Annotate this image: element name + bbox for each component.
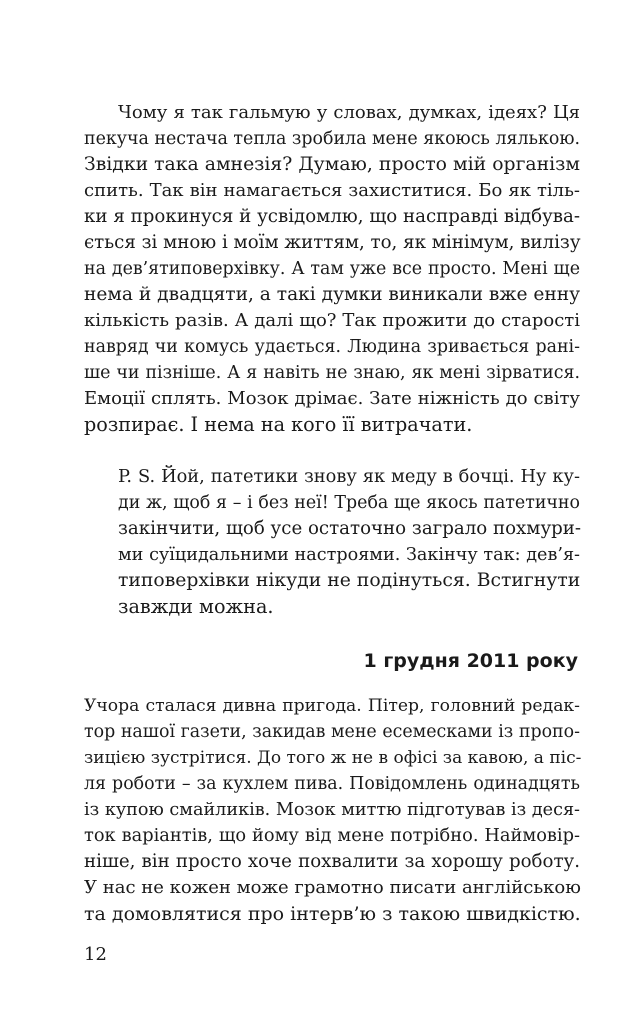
paragraph-line: кількість разів. А далі що? Так прожити до старості bbox=[84, 310, 580, 331]
paragraph-line: на дев’ятиповерхівку. А там уже все просто. Мені ще bbox=[84, 259, 580, 279]
paragraph-line: ніше, він просто хоче похвалити за хорошу роботу. bbox=[84, 851, 580, 872]
paragraph-line: навряд чи комусь удається. Людина зривається рані- bbox=[84, 337, 580, 357]
paragraph-line: спить. Так він намагається захиститися. Бо як тіль- bbox=[84, 180, 580, 201]
postscript-line: закінчити, щоб усе остаточно заграло похмури- bbox=[118, 518, 582, 539]
paragraph-line: та домовлятися про інтерв’ю з такою швидкістю. bbox=[84, 903, 581, 925]
postscript-line: ми суїцидальними настроями. Закінчу так: дев’я- bbox=[118, 545, 580, 565]
paragraph-line: зицією зустрітися. До того ж не в офісі за кавою, а піс- bbox=[84, 748, 582, 768]
paragraph-line: пекуча нестача тепла зробила мене якоюсь лялькою. bbox=[84, 129, 580, 149]
entry-date-heading: 1 грудня 2011 року bbox=[363, 650, 578, 672]
paragraph-line: Звідки така амнезія? Думаю, просто мій організм bbox=[84, 154, 580, 175]
postscript-line: завжди можна. bbox=[118, 595, 274, 618]
paragraph-line: Учора сталася дивна пригода. Пітер, головний редак- bbox=[84, 696, 580, 716]
paragraph-line: Чому я так гальмую у словах, думках, ідеях? Ця bbox=[118, 102, 580, 123]
paragraph-line: ля роботи – за кухлем пива. Повідомлень одинадцять bbox=[84, 774, 580, 794]
postscript-line: P. S. Йой, патетики знову як меду в бочці. Ну ку- bbox=[118, 466, 580, 487]
postscript-line: ди ж, щоб я – і без неї! Треба ще якось патетично bbox=[118, 493, 580, 513]
paragraph-line: ки я прокинуся й усвідомлю, що насправді відбува- bbox=[84, 206, 580, 227]
paragraph-line: ток варіантів, що йому від мене потрібно. Наймовір- bbox=[84, 825, 580, 846]
paragraph-line: нема й двадцяти, а такі думки виникали вже енну bbox=[84, 284, 581, 305]
paragraph-line: Емоції сплять. Мозок дрімає. Зате ніжність до світу bbox=[84, 388, 580, 409]
paragraph-line: розпирає. І нема на кого її витрачати. bbox=[84, 413, 473, 436]
paragraph-line: із купою смайликів. Мозок миттю підготував із деся- bbox=[84, 800, 580, 820]
paragraph-line: ється зі мною і моїм життям, то, як мінімум, вилізу bbox=[84, 232, 581, 253]
paragraph-line: У нас не кожен може грамотно писати англійською bbox=[84, 877, 581, 898]
page-number: 12 bbox=[84, 944, 107, 965]
paragraph-line: тор нашої газети, закидав мене есемесками із пропо- bbox=[84, 722, 580, 742]
postscript-line: типоверхівки нікуди не подінуться. Встигнути bbox=[118, 570, 581, 591]
paragraph-line: ше чи пізніше. А я навіть не знаю, як мені зірватися. bbox=[84, 363, 580, 383]
